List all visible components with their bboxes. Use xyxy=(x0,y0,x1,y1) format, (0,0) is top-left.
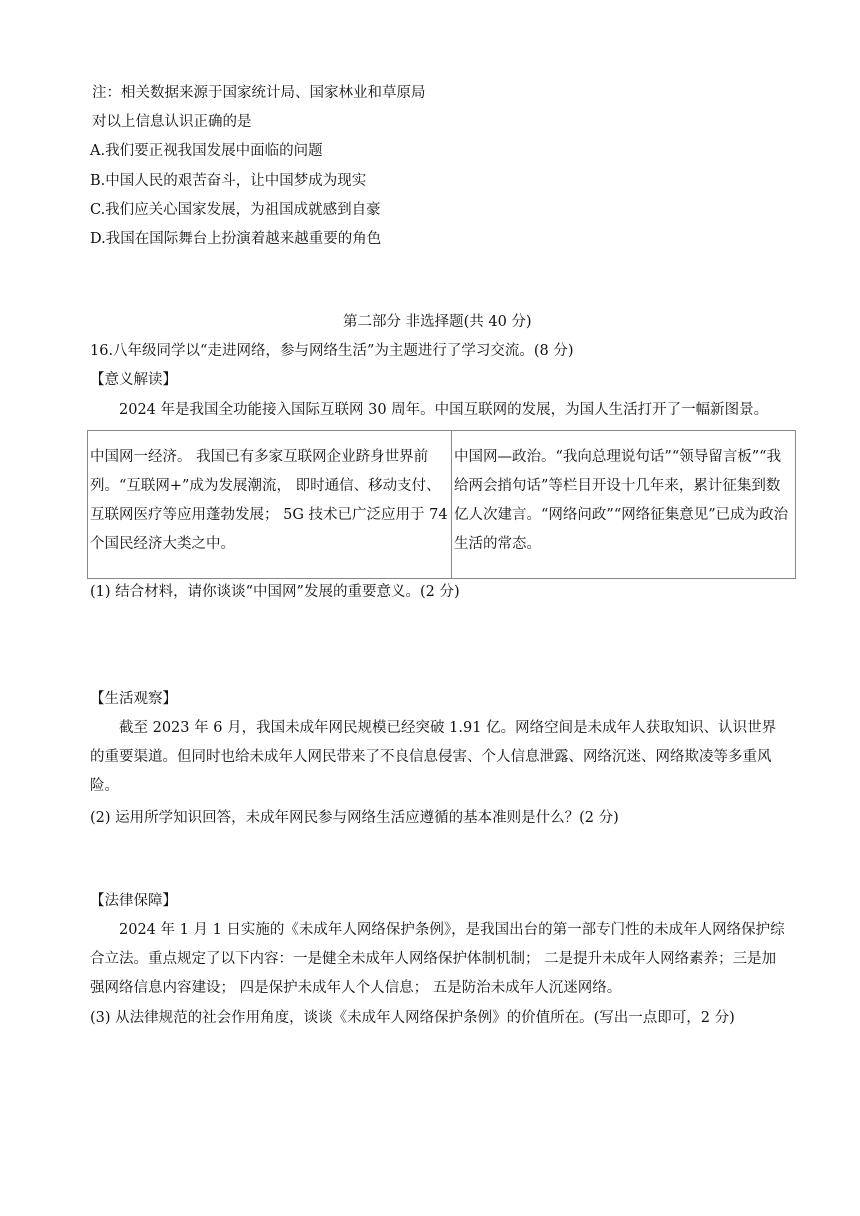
table-cell-politics: 中国网—政治。“我向总理说句话”“领导留言板”“我给两会捎句话”等栏目开设十几年来，累计征集到数亿人次建言。“网络问政”“网络征集意见”已成为政治生活的常态。 xyxy=(454,449,789,552)
section-title-significance: 【意义解读】 xyxy=(90,372,177,388)
part-two-heading: 第二部分 非选择题(共 40 分) xyxy=(343,314,532,330)
option-b: B.中国人民的艰苦奋斗，让中国梦成为现实 xyxy=(90,173,367,189)
question-2: (2) 运用所学知识回答，未成年网民参与网络生活应遵循的基本准则是什么？(2 分) xyxy=(90,810,619,826)
question-3: (3) 从法律规范的社会作用角度，谈谈《未成年人网络保护条例》的价值所在。(写出一点即可，2 分) xyxy=(90,1010,735,1026)
option-d: D.我国在国际舞台上扮演着越来越重要的角色 xyxy=(90,231,382,247)
table-cell-economy: 中国网一经济。 我国已有多家互联网企业跻身世界前列。“互联网+”成为发展潮流， 即时通信、移动支付、互联网医疗等应用蓬勃发展； 5G 技术已广泛应用于 74 个国民经济大类之中。 xyxy=(88,431,452,578)
question-1: (1) 结合材料，请你谈谈“中国网”发展的重要意义。(2 分) xyxy=(90,584,460,600)
question-prompt: 对以上信息认识正确的是 xyxy=(92,114,252,130)
law-paragraph: 2024 年 1 月 1 日实施的《未成年人网络保护条例》，是我国出台的第一部专门性的未成年人网络保护综合立法。重点规定了以下内容：一是健全未成年人网络保护体制机制； 二是提升未成年人网络素养；三是加强网络信息内容建设； 四是保护未成年人个人信息； 五是防治未成年人沉迷网络。 xyxy=(90,922,785,996)
section-title-observation: 【生活观察】 xyxy=(90,691,177,707)
option-c: C.我们应关心国家发展，为祖国成就感到自豪 xyxy=(90,202,381,218)
section-title-law: 【法律保障】 xyxy=(90,893,177,909)
data-source-note: 注：相关数据来源于国家统计局、国家林业和草原局 xyxy=(92,85,426,101)
observation-paragraph: 截至 2023 年 6 月，我国未成年网民规模已经突破 1.91 亿。网络空间是未成年人获取知识、认识世界的重要渠道。但同时也给未成年人网民带来了不良信息侵害、个人信息泄露、网络沉迷、网络欺凌等多重风险。 xyxy=(90,720,777,794)
material-table xyxy=(87,430,796,579)
option-a: A.我们要正视我国发展中面临的问题 xyxy=(90,143,323,159)
question-16-stem: 16.八年级同学以“走进网络，参与网络生活”为主题进行了学习交流。(8 分) xyxy=(90,343,574,359)
section-intro: 2024 年是我国全功能接入国际互联网 30 周年。中国互联网的发展，为国人生活打开了一幅新图景。 xyxy=(119,402,769,418)
